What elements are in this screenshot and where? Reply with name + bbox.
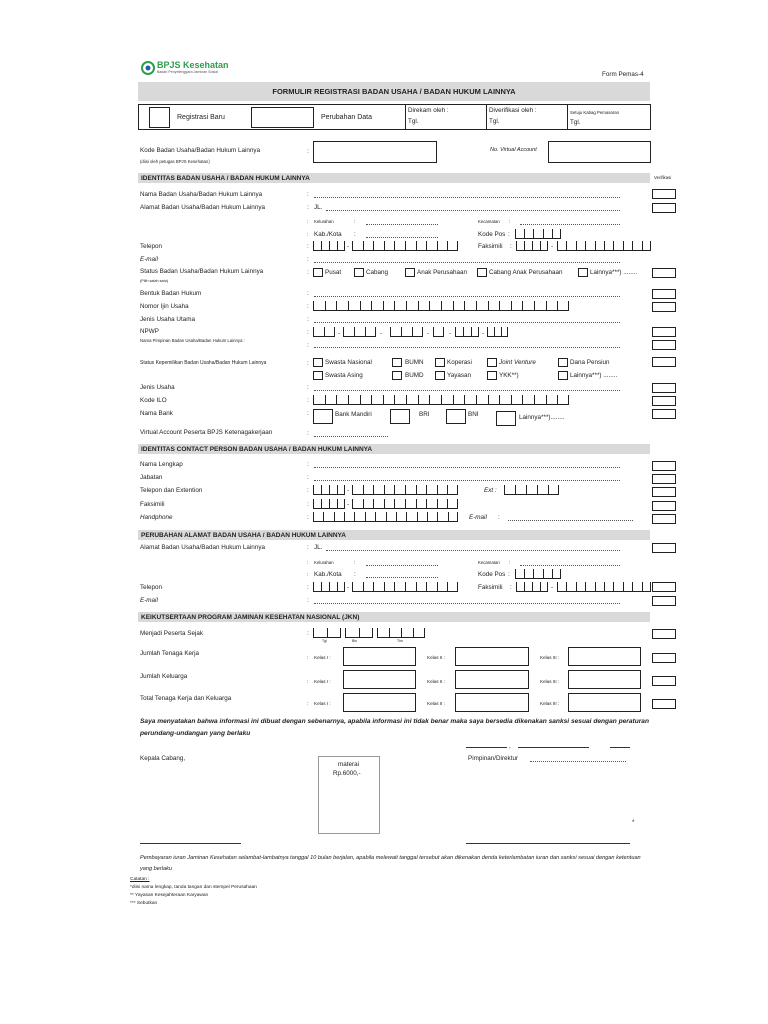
kep-koperasi-checkbox[interactable] bbox=[435, 358, 445, 367]
bank-lainnya-checkbox[interactable] bbox=[496, 411, 516, 426]
pa-kabkota-input[interactable] bbox=[366, 577, 438, 578]
pimpinan-input[interactable] bbox=[530, 761, 626, 762]
bank-bri-checkbox[interactable] bbox=[390, 409, 410, 424]
pa-kodepos-label: Kode Pos bbox=[478, 571, 506, 578]
sejak-label: Menjadi Peserta Sejak bbox=[140, 630, 204, 637]
cp-jabatan-label: Jabatan bbox=[140, 474, 163, 481]
kep-bumn-label: BUMN bbox=[405, 359, 424, 366]
cp-telepon-area-input[interactable] bbox=[313, 485, 345, 495]
colon: : bbox=[307, 316, 309, 323]
kep-ykk-checkbox[interactable] bbox=[487, 371, 497, 380]
cp-telepon-label: Telepon dan Extention bbox=[140, 487, 203, 494]
sign-date-line[interactable] bbox=[518, 747, 589, 748]
colon: : bbox=[307, 360, 309, 367]
kep-swasta-nasional-checkbox[interactable] bbox=[313, 358, 323, 367]
setuju-kabag-label: Setuju Kabag Pemasaran bbox=[570, 110, 619, 115]
telepon-number-input[interactable] bbox=[352, 241, 458, 251]
bank-mandiri-label: Bank Mandiri bbox=[335, 411, 372, 418]
section-title: KEIKUTSERTAAN PROGRAM JAMINAN KESEHATAN NASIONAL (JKN) bbox=[141, 614, 360, 621]
pa-kelurahan-input[interactable] bbox=[366, 565, 438, 566]
kode-ilo-label: Kode ILO bbox=[140, 397, 167, 404]
status-pusat-label: Pusat bbox=[325, 269, 342, 276]
pa-telepon-number-input[interactable] bbox=[352, 582, 458, 592]
va-tk-input[interactable] bbox=[314, 436, 388, 437]
dash: - bbox=[347, 501, 350, 508]
alamat-label: Alamat Badan Usaha/Badan Hukum Lainnya bbox=[140, 204, 265, 211]
colon: : bbox=[307, 243, 309, 250]
tenaga-kelas1-input[interactable] bbox=[343, 647, 416, 666]
jenis-utama-label: Jenis Usaha Utama bbox=[140, 316, 195, 323]
verify-box[interactable] bbox=[652, 501, 676, 511]
dash: - bbox=[427, 330, 430, 337]
kecamatan-label: Kecamatan bbox=[478, 219, 500, 224]
dash: - bbox=[551, 584, 554, 591]
pimpinan-label: Pimpinan/Direktur bbox=[468, 755, 519, 762]
status-cabang-anak-checkbox[interactable] bbox=[477, 268, 487, 277]
kep-swasta-nasional-label: Swasta Nasional bbox=[325, 359, 372, 366]
verify-box[interactable] bbox=[652, 409, 676, 419]
jenis-usaha-input[interactable] bbox=[314, 390, 620, 391]
kelas1-label: Kelas I : bbox=[314, 679, 331, 684]
colon: : bbox=[307, 290, 309, 297]
total-kelas2-input[interactable] bbox=[455, 693, 529, 712]
nama-badan-label: Nama Badan Usaha/Badan Hukum Lainnya bbox=[140, 191, 263, 198]
dash: - bbox=[347, 243, 350, 250]
pa-telepon-area-input[interactable] bbox=[313, 582, 345, 592]
jl-label: JL. bbox=[314, 204, 323, 211]
colon: : bbox=[508, 231, 510, 238]
colon: : bbox=[307, 487, 309, 494]
nama-pimpinan-label: Nama Pimpinan Badan Usaha/Badan Hukum Lainnya : bbox=[140, 338, 245, 343]
total-kelas1-input[interactable] bbox=[343, 693, 416, 712]
pa-kecamatan-input[interactable] bbox=[520, 565, 620, 566]
sejak-tgl-input[interactable] bbox=[313, 628, 341, 638]
telepon-label: Telepon bbox=[140, 243, 163, 250]
colon: : bbox=[307, 597, 309, 604]
kep-jv-label: Joint Venture bbox=[499, 359, 536, 366]
colon: : bbox=[354, 231, 356, 238]
form-code: Form Pemas-4 bbox=[602, 71, 644, 78]
section-title: IDENTITAS CONTACT PERSON BADAN USAHA / BADAN HUKUM LAINNYA bbox=[141, 446, 373, 453]
tenaga-label: Jumlah Tenaga Kerja bbox=[140, 650, 200, 657]
cp-faksimili-number-input[interactable] bbox=[352, 499, 458, 509]
colon: : bbox=[510, 584, 512, 591]
bank-lainnya-label: Lainnya***)........ bbox=[519, 414, 565, 421]
verify-box[interactable] bbox=[652, 653, 676, 663]
colon: : bbox=[307, 701, 309, 707]
kep-swasta-asing-checkbox[interactable] bbox=[313, 371, 323, 380]
verify-box[interactable] bbox=[652, 268, 676, 278]
kelas1-label: Kelas I : bbox=[314, 655, 331, 660]
cp-email-label: E-mail bbox=[469, 514, 487, 521]
colon: : bbox=[509, 560, 511, 566]
colon: : bbox=[307, 148, 309, 155]
kode-sub-label: (diisi oleh petugas BPJS Kesehatan) bbox=[140, 159, 210, 164]
perubahan-data-checkbox[interactable] bbox=[251, 107, 314, 128]
dash: - bbox=[551, 243, 554, 250]
faksimili-label: Faksimili bbox=[478, 243, 503, 250]
kep-jv-checkbox[interactable] bbox=[487, 358, 497, 367]
npwp-part2[interactable] bbox=[343, 327, 376, 337]
dash: - bbox=[338, 330, 341, 337]
verify-box[interactable] bbox=[652, 582, 676, 592]
npwp-label: NPWP bbox=[140, 328, 159, 335]
bln-caption: Bln bbox=[352, 639, 358, 643]
va-label: No. Virtual Account bbox=[490, 147, 537, 153]
verify-box[interactable] bbox=[652, 543, 676, 553]
pa-kecamatan-label: Kecamatan bbox=[478, 560, 500, 565]
alamat-input[interactable] bbox=[326, 210, 620, 211]
kelurahan-label: Kelurahan bbox=[314, 219, 334, 224]
status-lainnya-checkbox[interactable] bbox=[578, 268, 588, 277]
faksimili-number-input[interactable] bbox=[557, 241, 651, 251]
colon: : bbox=[498, 514, 500, 521]
verify-box[interactable] bbox=[652, 461, 676, 471]
setuju-kabag-box[interactable] bbox=[567, 104, 651, 130]
catatan-label: Catatan : bbox=[130, 877, 150, 882]
kepala-cabang-label: Kepala Cabang, bbox=[140, 755, 186, 762]
registration-type-row bbox=[138, 104, 651, 130]
colon: : bbox=[354, 571, 356, 578]
cp-nama-label: Nama Lengkap bbox=[140, 461, 183, 468]
kelas2-label: Kelas II : bbox=[427, 679, 445, 684]
kelas2-label: Kelas II : bbox=[427, 701, 445, 706]
colon: : bbox=[307, 384, 309, 391]
perubahan-data-label: Perubahan Data bbox=[321, 114, 372, 121]
materai-box[interactable] bbox=[318, 756, 380, 834]
colon: : bbox=[307, 514, 309, 521]
verify-box[interactable] bbox=[652, 514, 676, 524]
kep-bumn-checkbox[interactable] bbox=[392, 358, 402, 367]
va-tk-label: Virtual Account Peserta BPJS Ketenagakerjaan bbox=[140, 429, 273, 436]
verify-box[interactable] bbox=[652, 629, 676, 639]
virtual-account-input[interactable] bbox=[548, 141, 651, 163]
cp-handphone-input[interactable] bbox=[313, 512, 458, 522]
kep-lainnya-checkbox[interactable] bbox=[558, 371, 568, 380]
colon: : bbox=[307, 584, 309, 591]
colon: : bbox=[307, 397, 309, 404]
sejak-thn-input[interactable] bbox=[377, 628, 425, 638]
kecamatan-input[interactable] bbox=[520, 224, 620, 225]
cp-faksimili-label: Faksimili bbox=[140, 501, 165, 508]
logo-subtext: Badan Penyelenggara Jaminan Sosial bbox=[157, 70, 218, 74]
note-1: *diisi nama lengkap, tanda tangan dan stempel Perusahaan bbox=[130, 885, 257, 890]
bank-bni-label: BNI bbox=[468, 411, 479, 418]
kep-swasta-asing-label: Swasta Asing bbox=[325, 372, 363, 379]
npwp-part3[interactable] bbox=[390, 327, 423, 337]
verify-box[interactable] bbox=[652, 289, 676, 299]
colon: : bbox=[307, 329, 309, 336]
setuju-tgl-label: Tgl. bbox=[570, 119, 581, 126]
kelas3-label: Kelas III : bbox=[540, 679, 560, 684]
kepemilikan-label: Status Kepemilikan Badan Usaha/Badan Hukum Lainnya bbox=[140, 360, 267, 366]
verify-box[interactable] bbox=[652, 189, 676, 199]
pa-kelurahan-label: Kelurahan bbox=[314, 560, 334, 565]
nama-bank-label: Nama Bank bbox=[140, 410, 173, 417]
kep-dana-checkbox[interactable] bbox=[558, 358, 568, 367]
direkam-oleh-box[interactable] bbox=[405, 104, 487, 130]
dash: - bbox=[347, 584, 350, 591]
payment-note: Pembayaran iuran Jaminan Kesehatan selambat-lambatnya tanggal 10 bulan berjalan, apabila melewati tanggal tersebut akan dikenakan denda keterlambatan iuran dan sanksi sesuai dengan ketentuan yang berlaku bbox=[140, 855, 641, 872]
bpjs-logo bbox=[141, 60, 241, 78]
keluarga-label: Jumlah Keluarga bbox=[140, 673, 188, 680]
jenis-utama-input[interactable] bbox=[314, 322, 620, 323]
kelas3-label: Kelas III : bbox=[540, 701, 560, 706]
cp-ext-label: Ext : bbox=[484, 487, 497, 494]
cp-faksimili-area-input[interactable] bbox=[313, 499, 345, 509]
sign-place-line[interactable] bbox=[466, 747, 507, 748]
verify-box[interactable] bbox=[652, 302, 676, 312]
nama-pimpinan-input[interactable] bbox=[314, 347, 620, 348]
colon: : bbox=[354, 560, 356, 566]
ijin-label: Nomor Ijin Usaha bbox=[140, 303, 189, 310]
colon: : bbox=[307, 191, 309, 198]
colon: : bbox=[307, 544, 309, 551]
status-sub-label: (Pilih salah satu) bbox=[140, 279, 169, 283]
colon: : bbox=[509, 219, 511, 225]
star-mark: * bbox=[632, 819, 635, 826]
colon: : bbox=[307, 572, 309, 578]
kep-dana-label: Dana Pensiun bbox=[570, 359, 610, 366]
colon: : bbox=[307, 430, 309, 437]
section-title: IDENTITAS BADAN USAHA / BADAN HUKUM LAINNYA bbox=[141, 175, 310, 182]
colon: : bbox=[510, 243, 512, 250]
status-cabang-anak-label: Cabang Anak Perusahaan bbox=[489, 269, 563, 276]
pa-email-input[interactable] bbox=[314, 603, 620, 604]
registrasi-baru-label: Registrasi Baru bbox=[177, 114, 225, 121]
materai-label: materai bbox=[338, 761, 359, 768]
nama-badan-input[interactable] bbox=[314, 197, 620, 198]
bentuk-input[interactable] bbox=[314, 296, 620, 297]
status-pusat-checkbox[interactable] bbox=[313, 268, 323, 277]
email-label: E-mail bbox=[140, 256, 158, 263]
sejak-bln-input[interactable] bbox=[345, 628, 373, 638]
npwp-part1[interactable] bbox=[313, 327, 335, 337]
status-cabang-checkbox[interactable] bbox=[354, 268, 364, 277]
npwp-part4[interactable] bbox=[433, 327, 444, 337]
jl-label: JL. bbox=[314, 544, 323, 551]
form-title: FORMULIR REGISTRASI BADAN USAHA / BADAN HUKUM LAINNYA bbox=[272, 87, 516, 96]
kep-yayasan-checkbox[interactable] bbox=[435, 371, 445, 380]
cp-ext-input[interactable] bbox=[504, 485, 559, 495]
colon: : bbox=[307, 461, 309, 468]
verify-box[interactable] bbox=[652, 383, 676, 393]
kabkota-input[interactable] bbox=[366, 237, 438, 238]
email-input[interactable] bbox=[314, 262, 620, 263]
kelas3-label: Kelas III : bbox=[540, 655, 560, 660]
section-perubahan-alamat bbox=[138, 530, 650, 540]
total-label: Total Tenaga Kerja dan Keluarga bbox=[140, 695, 232, 702]
colon: : bbox=[307, 501, 309, 508]
section-keikutsertaan-jkn bbox=[138, 612, 650, 622]
dash: - bbox=[380, 330, 383, 337]
colon: : bbox=[307, 560, 309, 566]
direkam-tgl-label: Tgl. bbox=[408, 118, 419, 125]
status-label: Status Badan Usaha/Badan Hukum Lainnya bbox=[140, 268, 264, 275]
colon: : bbox=[307, 474, 309, 481]
npwp-part6[interactable] bbox=[487, 327, 508, 337]
kode-ilo-input[interactable] bbox=[313, 395, 569, 405]
status-anak-label: Anak Perusahaan bbox=[417, 269, 468, 276]
pa-kodepos-input[interactable] bbox=[515, 569, 561, 579]
kodepos-label: Kode Pos bbox=[478, 231, 506, 238]
note-3: *** Sebutkan bbox=[130, 901, 158, 906]
pa-kabkota-label: Kab./Kota bbox=[314, 571, 342, 578]
sign-year-line[interactable] bbox=[610, 747, 630, 748]
telepon-area-input[interactable] bbox=[313, 241, 345, 251]
total-kelas3-input[interactable] bbox=[568, 693, 641, 712]
title-bar bbox=[138, 82, 650, 101]
pa-faksimili-area-input[interactable] bbox=[516, 582, 548, 592]
kode-badan-usaha-input[interactable] bbox=[313, 141, 437, 163]
kep-ykk-label: YKK**) bbox=[499, 372, 519, 379]
kelas1-label: Kelas I : bbox=[314, 701, 331, 706]
kode-badan-usaha-label: Kode Badan Usaha/Badan Hukum Lainnya bbox=[140, 147, 261, 154]
materai-value: Rp.6000,- bbox=[333, 770, 361, 777]
kepala-signature-line[interactable] bbox=[140, 843, 241, 844]
cp-email-input[interactable] bbox=[508, 520, 633, 521]
section-title: PERUBAHAN ALAMAT BADAN USAHA / BADAN HUKUM LAINNYA bbox=[141, 532, 346, 539]
tenaga-kelas2-input[interactable] bbox=[455, 647, 529, 666]
keluarga-kelas1-input[interactable] bbox=[343, 670, 416, 689]
bank-mandiri-checkbox[interactable] bbox=[313, 409, 333, 424]
verifikasi-label: Verifikasi bbox=[654, 175, 672, 180]
colon: : bbox=[307, 256, 309, 263]
colon: : bbox=[307, 410, 309, 417]
colon: : bbox=[307, 630, 309, 637]
declaration-text: Saya menyatakan bahwa informasi ini dibuat dengan sebenarnya, apabila informasi ini tidak benar maka saya bersedia dikenakan sanksi sesuai dengan peraturan perundang-undangan yang berlaku bbox=[140, 718, 650, 737]
verify-box[interactable] bbox=[652, 327, 676, 337]
pa-telepon-label: Telepon bbox=[140, 584, 163, 591]
diverifikasi-oleh-label: Diverifikasi oleh : bbox=[489, 107, 537, 114]
verify-box[interactable] bbox=[652, 340, 676, 350]
colon: : bbox=[307, 342, 309, 349]
bank-bri-label: BRI bbox=[419, 411, 430, 418]
pa-email-label: E-mail bbox=[140, 597, 158, 604]
colon: : bbox=[307, 269, 309, 276]
keluarga-kelas2-input[interactable] bbox=[455, 670, 529, 689]
note-2: ** Yayasan Kesejahteraan Karyawan bbox=[130, 893, 209, 898]
kep-lainnya-label: Lainnya***) ........ bbox=[570, 372, 618, 379]
section-contact-person bbox=[138, 444, 650, 454]
dash: - bbox=[449, 330, 452, 337]
cp-jabatan-input[interactable] bbox=[314, 480, 620, 481]
npwp-part5[interactable] bbox=[455, 327, 479, 337]
kep-bumd-checkbox[interactable] bbox=[392, 371, 402, 380]
colon: : bbox=[307, 679, 309, 685]
kelurahan-input[interactable] bbox=[366, 224, 438, 225]
colon: : bbox=[508, 571, 510, 578]
verify-box[interactable] bbox=[652, 357, 676, 367]
bpjs-logo-icon bbox=[141, 61, 155, 75]
colon: : bbox=[307, 204, 309, 211]
tenaga-kelas3-input[interactable] bbox=[568, 647, 641, 666]
colon: : bbox=[307, 655, 309, 661]
jenis-usaha-label: Jenis Usaha bbox=[140, 384, 175, 391]
pa-alamat-input[interactable] bbox=[326, 550, 620, 551]
cp-handphone-label: Handphone bbox=[140, 514, 173, 521]
kep-bumd-label: BUMD bbox=[405, 372, 424, 379]
pimpinan-signature-line[interactable] bbox=[466, 843, 630, 844]
colon: : bbox=[307, 232, 309, 238]
pa-faksimili-number-input[interactable] bbox=[557, 582, 651, 592]
faksimili-area-input[interactable] bbox=[516, 241, 548, 251]
dash: - bbox=[347, 487, 350, 494]
bank-bni-checkbox[interactable] bbox=[446, 409, 466, 424]
kep-koperasi-label: Koperasi bbox=[447, 359, 472, 366]
keluarga-kelas3-input[interactable] bbox=[568, 670, 641, 689]
colon: : bbox=[307, 219, 309, 225]
kabkota-label: Kab./Kota bbox=[314, 231, 342, 238]
pa-faksimili-label: Faksimili bbox=[478, 584, 503, 591]
bentuk-label: Bentuk Badan Hukum bbox=[140, 290, 202, 297]
diverifikasi-tgl-label: Tgl. bbox=[489, 118, 500, 125]
section-identitas-badan-usaha bbox=[138, 173, 650, 183]
kelas2-label: Kelas II : bbox=[427, 655, 445, 660]
colon: : bbox=[354, 219, 356, 225]
verify-box[interactable] bbox=[652, 396, 676, 406]
kep-yayasan-label: Yayasan bbox=[447, 372, 472, 379]
status-lainnya-label: Lainnya***) ........ bbox=[590, 269, 638, 276]
verify-box[interactable] bbox=[652, 487, 676, 497]
verify-box[interactable] bbox=[652, 676, 676, 686]
cp-nama-input[interactable] bbox=[314, 467, 620, 468]
pa-alamat-label: Alamat Badan Usaha/Badan Hukum Lainnya bbox=[140, 544, 265, 551]
registrasi-baru-checkbox[interactable] bbox=[149, 107, 170, 128]
verify-box[interactable] bbox=[652, 474, 676, 484]
cp-telepon-number-input[interactable] bbox=[352, 485, 458, 495]
diverifikasi-oleh-box[interactable] bbox=[486, 104, 568, 130]
ijin-input[interactable] bbox=[313, 301, 569, 311]
kodepos-input[interactable] bbox=[515, 229, 561, 239]
verify-box[interactable] bbox=[652, 596, 676, 606]
status-anak-checkbox[interactable] bbox=[405, 268, 415, 277]
colon: : bbox=[307, 303, 309, 310]
tgl-caption: Tgl bbox=[322, 639, 327, 643]
thn-caption: Thn bbox=[397, 639, 404, 643]
verify-box[interactable] bbox=[652, 203, 676, 213]
dash: - bbox=[482, 330, 485, 337]
comma: , bbox=[509, 743, 511, 750]
verify-box[interactable] bbox=[652, 699, 676, 709]
direkam-oleh-label: Direkam oleh : bbox=[408, 107, 449, 114]
logo-text: BPJS Kesehatan bbox=[157, 60, 229, 70]
status-cabang-label: Cabang bbox=[366, 269, 389, 276]
